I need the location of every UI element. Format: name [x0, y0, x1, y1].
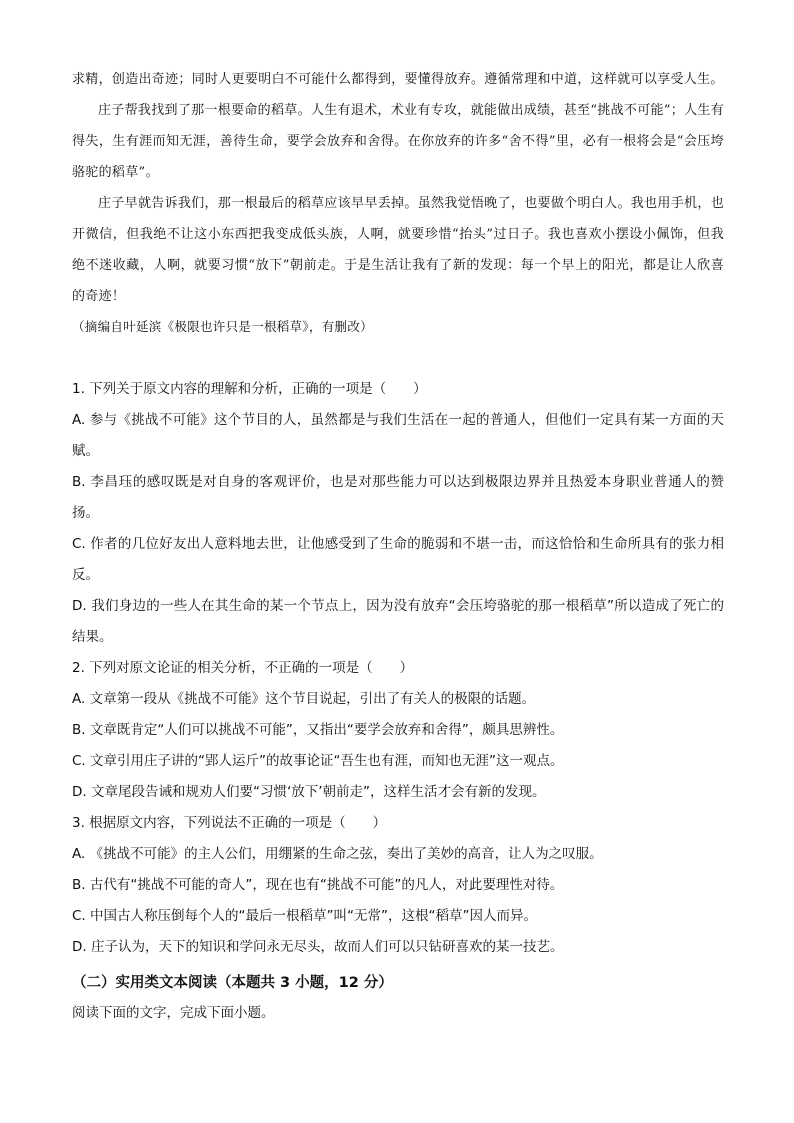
question-3-option-d: D. 庄子认为，天下的知识和学问永无尽头，故而人们可以只钻研喜欢的某一技艺。 [72, 939, 564, 955]
passage-paragraph-3: 庄子早就告诉我们，那一根最后的稻草应该早早丢掉。虽然我觉悟晚了，也要做个明白人。我也用手机，也开微信，但我绝不让这小东西把我变成低头族，人啊，就要珍惜“抬头”过日子。我也喜欢小摆设小佩饰，但我绝不迷收藏，人啊，就要习惯“放下”朝前走。于是生活让我有了新的发现：每一个早上的阳光，都是让人欣喜的奇迹！ [72, 196, 724, 304]
question-2-option-c: C. 文章引用庄子讲的“郢人运斤”的故事论证“吾生也有涯，而知也无涯”这一观点。 [72, 753, 564, 769]
question-3-option-a: A. 《挑战不可能》的主人公们，用绷紧的生命之弦，奏出了美妙的高音，让人为之叹服。 [72, 846, 603, 862]
question-3-option-b: B. 古代有“挑战不可能的奇人”，现在也有“挑战不可能”的凡人，对此要理性对待。 [72, 877, 564, 893]
passage-source: （摘编自叶延滨《极限也许只是一根稻草》，有删改） [72, 319, 373, 334]
question-1-option-b: B. 李昌珏的感叹既是对自身的客观评价，也是对那些能力可以达到极限边界并且热爱本身职业普通人的赞扬。 [72, 474, 724, 521]
question-3-option-c: C. 中国古人称压倒每个人的“最后一根稻草”叫“无常”，这根“稻草”因人而异。 [72, 908, 537, 924]
question-2-option-a: A. 文章第一段从《挑战不可能》这个节目说起，引出了有关人的极限的话题。 [72, 691, 536, 707]
passage-paragraph-2: 庄子帮我找到了那一根要命的稻草。人生有退术，术业有专攻，就能做出成绩，甚至“挑战不可能”；人生有得失，生有涯而知无涯，善待生命，要学会放弃和舍得。在你放弃的许多“舍不得”里，必有一根将会是“会压垮骆驼的稻草”。 [72, 103, 724, 180]
section-instruction: 阅读下面的文字，完成下面小题。 [72, 1005, 275, 1021]
question-2-stem: 2. 下列对原文论证的相关分析，不正确的一项是（ ） [72, 660, 414, 676]
question-list [72, 374, 724, 963]
question-3-stem: 3. 根据原文内容，下列说法不正确的一项是（ ） [72, 815, 387, 831]
question-1-stem: 1. 下列关于原文内容的理解和分析，正确的一项是（ ） [72, 381, 427, 397]
question-1-option-d: D. 我们身边的一些人在其生命的某一个节点上，因为没有放弃“会压垮骆驼的那一根稻草”所以造成了死亡的结果。 [72, 598, 724, 645]
reading-passage [72, 64, 724, 342]
question-1-option-a: A. 参与《挑战不可能》这个节目的人，虽然都是与我们生活在一起的普通人，但他们一定具有某一方面的天赋。 [72, 412, 724, 459]
passage-paragraph-1-tail: 求精，创造出奇迹；同时人更要明白不可能什么都得到，要懂得放弃。遵循常理和中道，这样就可以享受人生。 [72, 72, 724, 87]
section-heading: （二）实用类文本阅读（本题共 3 小题，12 分） [72, 975, 393, 991]
question-2-option-b: B. 文章既肯定“人们可以挑战不可能”，又指出“要学会放弃和舍得”，颇具思辨性。 [72, 722, 564, 738]
question-1-option-c: C. 作者的几位好友出人意料地去世，让他感受到了生命的脆弱和不堪一击，而这恰恰和生命所具有的张力相反。 [72, 536, 724, 583]
question-2-option-d: D. 文章尾段告诫和规劝人们要“习惯‘放下’朝前走”，这样生活才会有新的发现。 [72, 784, 546, 800]
